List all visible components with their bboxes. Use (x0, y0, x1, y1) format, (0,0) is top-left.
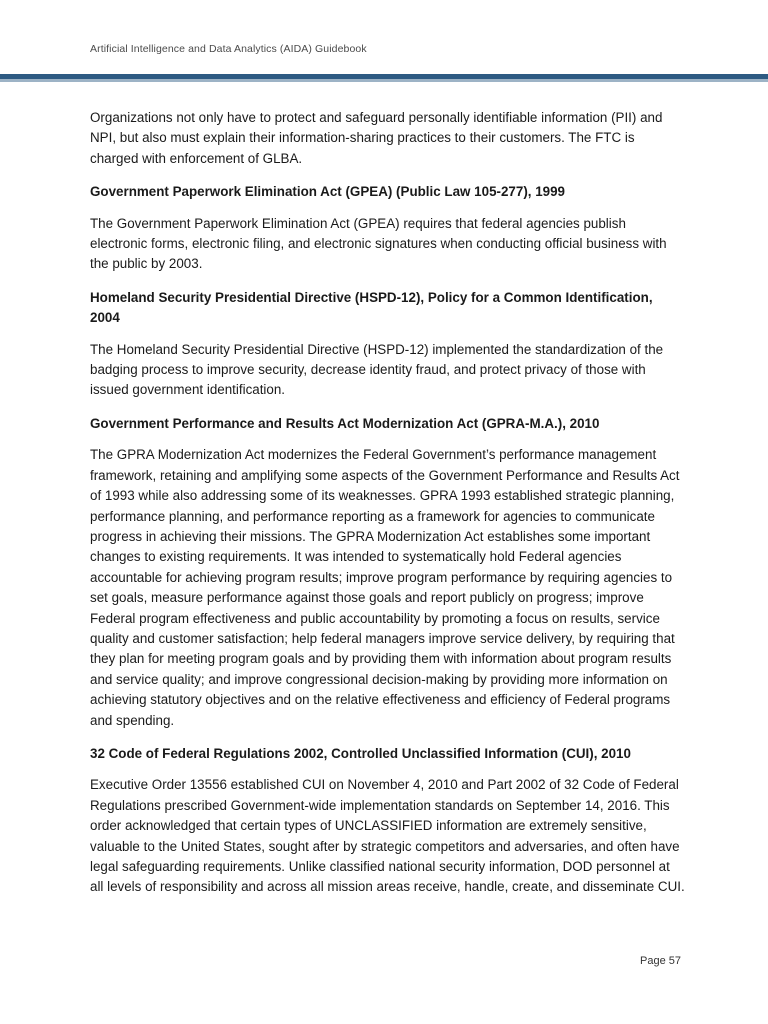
gpra-paragraph: The GPRA Modernization Act modernizes the Federal Government’s performance management framework, retaining and amplifying some aspects of the Government Performance and Results Act of 1993 while also addressing some of its weaknesses. GPRA 1993 established strategic planning, performance planning, and performance reporting as a framework for agencies to communicate progress in achieving their missions. The GPRA Modernization Act establishes some important changes to existing requirements. It was intended to systematically hold Federal agencies accountable for achieving program results; improve program performance by requiring agencies to set goals, measure performance against those goals and report publicly on progress; improve Federal program effectiveness and public accountability by promoting a focus on results, service quality and customer satisfaction; help federal managers improve service delivery, by requiring that they plan for meeting program goals and by providing them with information about program results and service quality; and improve congressional decision-making by providing more information on achieving statutory objectives and on the relative effectiveness and efficiency of Federal programs and spending. (90, 447, 680, 728)
document-title: Artificial Intelligence and Data Analytics (AIDA) Guidebook (90, 43, 367, 55)
cui-heading: 32 Code of Federal Regulations 2002, Controlled Unclassified Information (CUI), 2010 (90, 745, 631, 761)
gpea-paragraph: The Government Paperwork Elimination Act (GPEA) requires that federal agencies publish electronic forms, electronic filing, and electronic signatures when conducting official business with the public by 2003. (90, 215, 667, 272)
hspd-heading: Homeland Security Presidential Directive (HSPD-12), Policy for a Common Identification, 2004 (90, 289, 653, 326)
header-rule-accent (0, 79, 768, 82)
intro-paragraph: Organizations not only have to protect and safeguard personally identifiable information (PII) and NPI, but also must explain their information-sharing practices to their customers. The FTC is charged with enforcement of GLBA. (90, 110, 663, 166)
page-body (90, 108, 685, 911)
hspd-paragraph: The Homeland Security Presidential Directive (HSPD-12) implemented the standardization of the badging process to improve security, decrease identity fraud, and protect privacy of those with issued government identification. (90, 341, 664, 398)
page-number: Page 57 (640, 955, 681, 967)
cui-paragraph: Executive Order 13556 established CUI on November 4, 2010 and Part 2002 of 32 Code of Federal Regulations prescribed Government-wide implementation standards on September 14, 2016. This order acknowledged that certain types of UNCLASSIFIED information are extremely sensitive, valuable to the United States, sought after by strategic competitors and adversaries, and often have legal safeguarding requirements. Unlike classified national security information, DOD personnel at all levels of responsibility and across all mission areas receive, handle, create, and disseminate CUI. (90, 777, 685, 895)
gpea-heading: Government Paperwork Elimination Act (GPEA) (Public Law 105-277), 1999 (90, 184, 566, 200)
gpra-heading: Government Performance and Results Act Modernization Act (GPRA-M.A.), 2010 (90, 415, 600, 431)
